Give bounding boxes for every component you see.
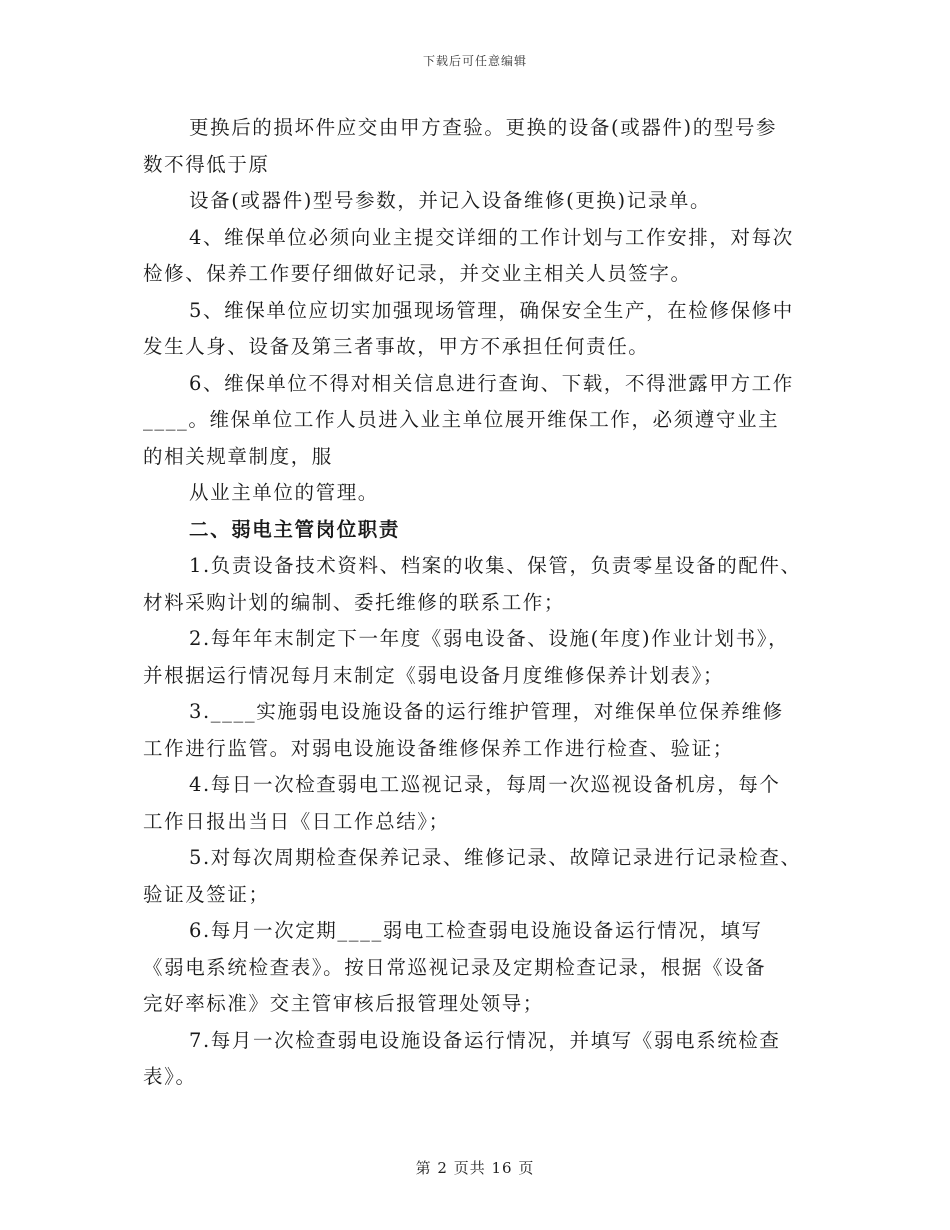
text-line: 并根据运行情况每月末制定《弱电设备月度维修保养计划表》； <box>143 663 725 687</box>
page-header: 下载后可任意编辑 <box>422 54 527 68</box>
text-line: 5、维保单位应切实加强现场管理，确保安全生产，在检修保修中 <box>189 298 794 322</box>
document-body <box>143 110 811 1096</box>
text-line: 5.对每次周期检查保养记录、维修记录、故障记录进行记录检查、 <box>189 846 802 869</box>
text-line: 7.每月一次检查弱电设施设备运行情况，并填写《弱电系统检查 <box>189 1028 781 1052</box>
text-line: 检修、保养工作要仔细做好记录，并交业主相关人员签字。 <box>143 262 692 285</box>
text-line: 《弱电系统检查表》。按日常巡视记录及定期检查记录，根据《设备 <box>143 955 767 979</box>
text-line: 6、维保单位不得对相关信息进行查询、下载，不得泄露甲方工作 <box>189 371 794 395</box>
text-line: 工作日报出当日《日工作总结》； <box>143 809 450 833</box>
text-line: 的相关规章制度，服 <box>143 444 333 468</box>
text-line: 4.每日一次检查弱电工巡视记录，每周一次巡视设备机房，每个 <box>189 773 781 796</box>
text-line: 1.负责设备技术资料、档案的收集、保管，负责零星设备的配件、 <box>189 554 802 577</box>
text-line: 3.____实施弱电设施设备的运行维护管理，对维保单位保养维修 <box>189 700 784 723</box>
text-line: 2.每年年末制定下一年度《弱电设备、设施(年度)作业计划书》， <box>189 627 790 650</box>
text-line: 发生人身、设备及第三者事故，甲方不承担任何责任。 <box>143 335 650 358</box>
text-line: 6.每月一次定期____弱电工检查弱电设施设备运行情况，填写 <box>189 919 763 942</box>
text-line: 表》。 <box>143 1065 197 1088</box>
text-line: 验证及签证； <box>143 882 270 906</box>
text-line: 从业主单位的管理。 <box>189 481 379 504</box>
text-line: 4、维保单位必须向业主提交详细的工作计划与工作安排，对每次 <box>189 225 794 249</box>
text-line: ____。维保单位工作人员进入业主单位展开维保工作，必须遵守业主 <box>143 408 780 431</box>
text-line: 设备(或器件)型号参数，并记入设备维修(更换)记录单。 <box>189 189 712 212</box>
text-line: 工作进行监管。对弱电设施设备维修保养工作进行检查、验证； <box>143 736 734 760</box>
text-line: 完好率标准》交主管审核后报管理处领导； <box>143 992 544 1015</box>
text-line: 材料采购计划的编制、委托维修的联系工作； <box>143 590 566 614</box>
text-line: 更换后的损坏件应交由甲方查验。更换的设备(或器件)的型号参 <box>189 116 778 139</box>
text-line: 数不得低于原 <box>143 152 270 176</box>
section-heading: 二、弱电主管岗位职责 <box>189 517 401 541</box>
page-footer: 第 2 页共 16 页 <box>415 1159 535 1177</box>
